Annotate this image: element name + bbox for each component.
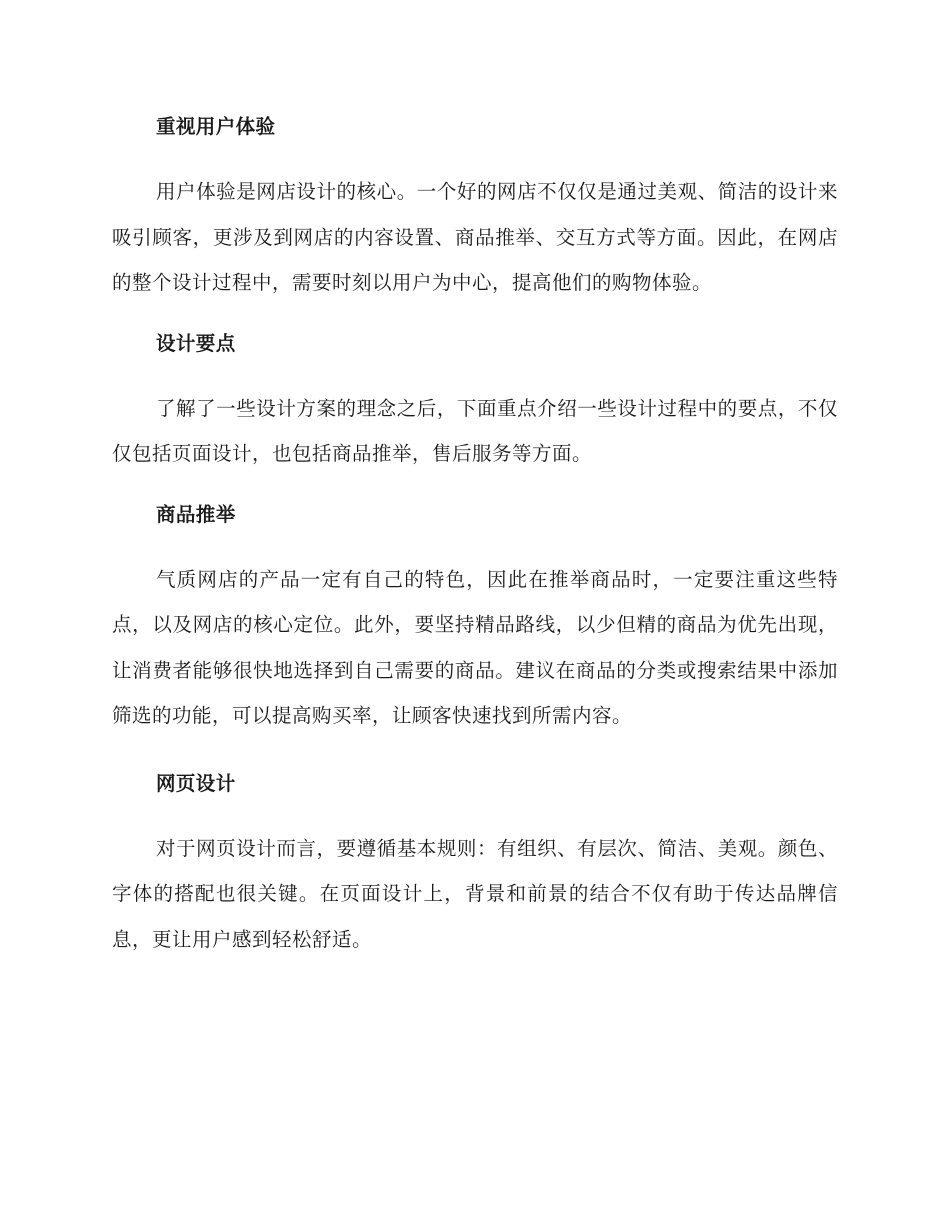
section-paragraph-user-experience: 用户体验是网店设计的核心。一个好的网店不仅仅是通过美观、简洁的设计来吸引顾客，更涉及到网店的内容设置、商品推举、交互方式等方面。因此，在网店的整个设计过程中，需要时刻以用户为中心，提高他们的购物体验。: [112, 180, 838, 294]
section-heading-product-recommendation: 商品推举: [156, 502, 236, 526]
section-heading-web-design: 网页设计: [156, 771, 236, 795]
section-heading-design-points: 设计要点: [156, 331, 236, 355]
section-paragraph-web-design: 对于网页设计而言，要遵循基本规则：有组织、有层次、简洁、美观。颜色、字体的搭配也很关键。在页面设计上，背景和前景的结合不仅有助于传达品牌信息，更让用户感到轻松舒适。: [112, 836, 838, 951]
section-heading-user-experience: 重视用户体验: [156, 115, 276, 138]
section-paragraph-product-recommendation: 气质网店的产品一定有自己的特色，因此在推举商品时，一定要注重这些特点，以及网店的核心定位。此外，要坚持精品路线，以少但精的商品为优先出现，让消费者能够很快地选择到自己需要的商品。建议在商品的分类或搜索结果中添加筛选的功能，可以提高购买率，让顾客快速找到所需内容。: [112, 567, 838, 727]
section-paragraph-design-points: 了解了一些设计方案的理念之后，下面重点介绍一些设计过程中的要点，不仅仅包括页面设计，也包括商品推举，售后服务等方面。: [112, 396, 838, 465]
